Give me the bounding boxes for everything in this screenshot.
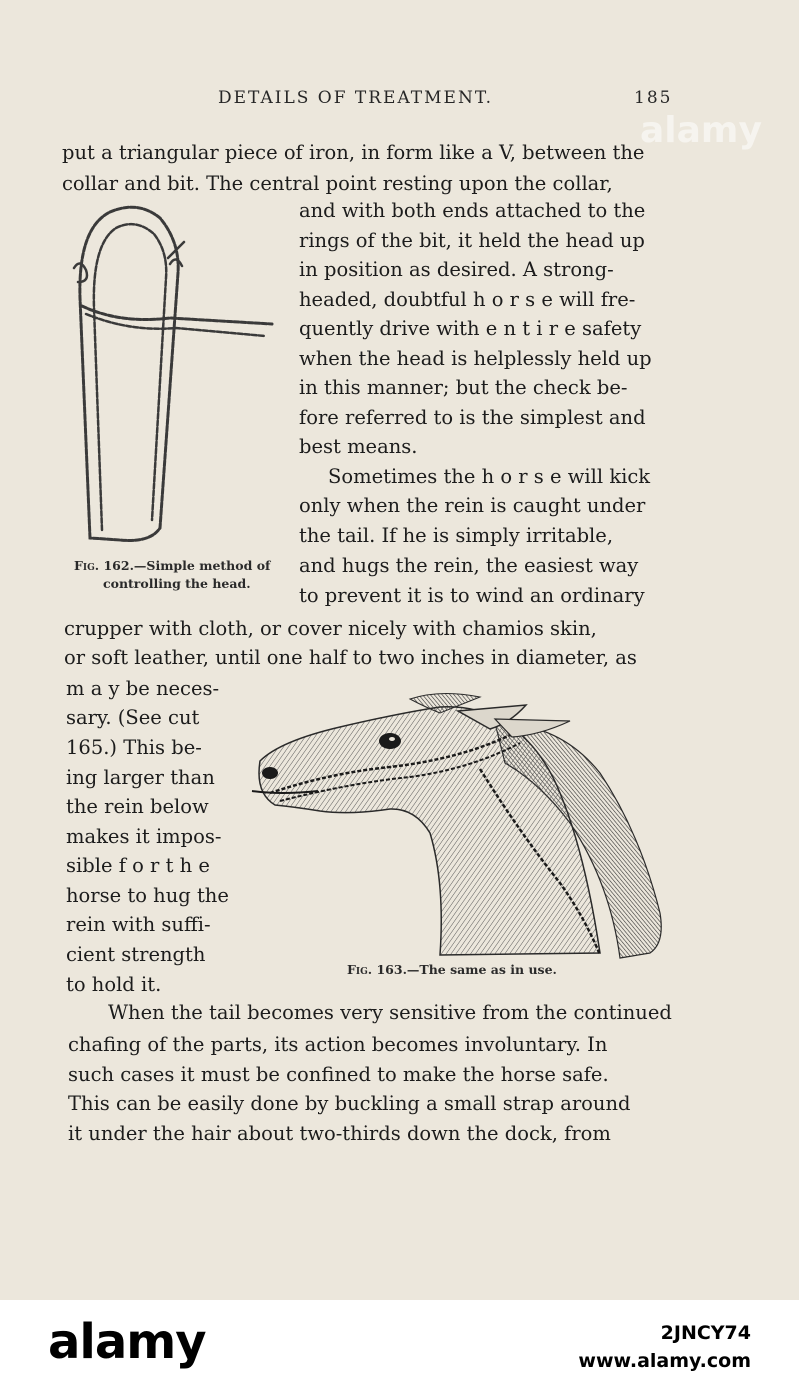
text-line: when the head is helplessly held up <box>299 347 652 370</box>
text-line: headed, doubtful h o r s e will fre- <box>299 288 636 311</box>
watermark-logo: alamy <box>640 110 762 151</box>
text-line: and with both ends attached to the <box>299 199 646 222</box>
fig162-caption-line2: controlling the head. <box>103 576 251 591</box>
text-line: to hold it. <box>66 973 162 996</box>
site-url[interactable]: www.alamy.com <box>578 1350 751 1372</box>
text-line: sible f o r t h e <box>66 854 210 877</box>
text-line: rings of the bit, it held the head up <box>299 229 645 252</box>
text-line: rein with suffi- <box>66 913 211 936</box>
text-line: crupper with cloth, or cover nicely with chamios skin, <box>64 617 597 640</box>
text-line: cient strength <box>66 943 206 966</box>
fig162-caption <box>74 560 270 573</box>
text-line: collar and bit. The central point resting upon the collar, <box>62 172 613 195</box>
rope-loop-illustration <box>60 198 290 550</box>
text-line: horse to hug the <box>66 884 229 907</box>
fig163-caption <box>347 964 557 977</box>
image-id: 2JNCY74 <box>660 1322 751 1344</box>
fig163-caption-text: —The same as in use. <box>406 962 557 977</box>
fig162-caption-text: —Simple method of <box>133 558 271 573</box>
text-line: Sometimes the h o r s e will kick <box>328 465 651 488</box>
fig162-label: Fig. 162. <box>74 558 134 573</box>
text-line: When the tail becomes very sensitive from the continued <box>108 1001 672 1024</box>
alamy-logo: alamy <box>48 1314 206 1370</box>
text-line: it under the hair about two-thirds down the dock, from <box>68 1122 611 1145</box>
text-line: the tail. If he is simply irritable, <box>299 524 614 547</box>
text-line: chafing of the parts, its action becomes involuntary. In <box>68 1033 608 1056</box>
text-line: such cases it must be confined to make the horse safe. <box>68 1063 609 1086</box>
text-line: only when the rein is caught under <box>299 494 646 517</box>
text-line: put a triangular piece of iron, in form like a V, between the <box>62 141 645 164</box>
text-line: ing larger than <box>66 766 215 789</box>
text-line: m a y be neces- <box>66 677 220 700</box>
text-line: best means. <box>299 435 418 458</box>
text-line: or soft leather, until one half to two inches in diameter, as <box>64 646 637 669</box>
text-line: This can be easily done by buckling a small strap around <box>68 1092 631 1115</box>
page-number: 185 <box>634 88 673 108</box>
running-title: DETAILS OF TREATMENT. <box>218 88 494 108</box>
fig163-label: Fig. 163. <box>347 962 407 977</box>
stock-footer <box>0 1300 799 1390</box>
horse-head-illustration <box>240 683 685 963</box>
text-line: quently drive with e n t i r e safety <box>299 317 642 340</box>
text-line: in this manner; but the check be- <box>299 376 628 399</box>
text-line: in position as desired. A strong- <box>299 258 614 281</box>
text-line: the rein below <box>66 795 209 818</box>
text-line: fore referred to is the simplest and <box>299 406 646 429</box>
text-line: to prevent it is to wind an ordinary <box>299 584 645 607</box>
text-line: 165.) This be- <box>66 736 202 759</box>
text-line: sary. (See cut <box>66 706 200 729</box>
text-line: and hugs the rein, the easiest way <box>299 554 639 577</box>
text-line: makes it impos- <box>66 825 222 848</box>
